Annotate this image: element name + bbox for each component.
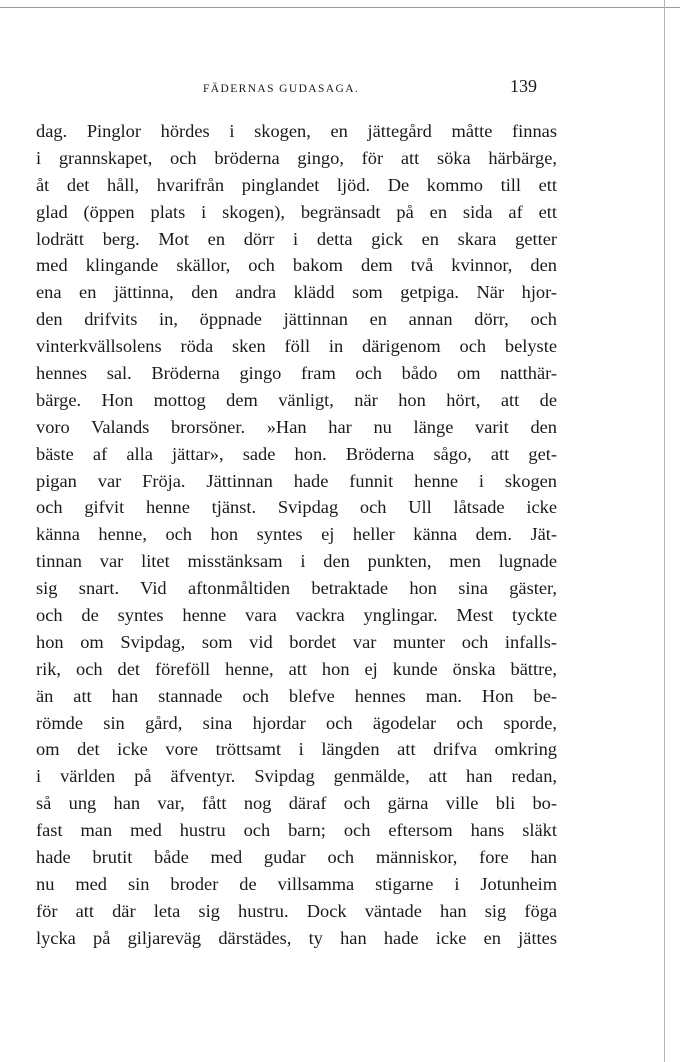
text-line: nu med sin broder de villsamma stigarne i Jotunheim <box>36 873 557 894</box>
text-line: bäste af alla jättar», sade hon. Bröderna sågo, att get- <box>36 443 557 464</box>
text-line: bärge. Hon mottog dem vänligt, när hon hört, att de <box>36 389 557 410</box>
text-line: åt det håll, hvarifrån pinglandet ljöd. De kommo till ett <box>36 174 557 195</box>
text-line: voro Valands brorsöner. »Han har nu länge varit den <box>36 416 557 437</box>
running-title: FÄDERNAS GUDASAGA. <box>203 83 360 95</box>
text-line: med klingande skällor, och bakom dem två kvinnor, den <box>36 255 557 276</box>
text-line: glad (öppen plats i skogen), begränsadt på en sida af ett <box>36 201 557 222</box>
text-line: och gifvit henne tjänst. Svipdag och Ull låtsade icke <box>36 497 557 518</box>
text-line: lodrätt berg. Mot en dörr i detta gick en skara getter <box>36 228 557 249</box>
text-line: än att han stannade och blefve hennes man. Hon be- <box>36 685 557 706</box>
text-line: den drifvits in, öppnade jättinnan en annan dörr, och <box>36 309 557 330</box>
text-line: römde sin gård, sina hjordar och ägodelar och sporde, <box>36 712 557 733</box>
text-line: tinnan var litet misstänksam i den punkten, men lugnade <box>36 551 557 572</box>
text-line: hade brutit både med gudar och människor, fore han <box>36 847 557 868</box>
text-line: ena en jättinna, den andra klädd som getpiga. När hjor- <box>36 282 557 303</box>
text-line: hon om Svipdag, som vid bordet var munter och infalls- <box>36 631 557 652</box>
text-line: lycka på giljareväg därstädes, ty han hade icke en jättes <box>36 927 557 948</box>
page-number: 139 <box>510 76 537 96</box>
body-text <box>36 118 557 952</box>
text-line: dag. Pinglor hördes i skogen, en jättegård måtte finnas <box>36 121 557 141</box>
text-line: så ung han var, fått nog däraf och gärna ville bli bo- <box>36 793 557 814</box>
scan-edge-top-line <box>0 7 680 8</box>
text-line: sig snart. Vid aftonmåltiden betraktade hon sina gäster, <box>36 578 557 599</box>
text-line: hennes sal. Bröderna gingo fram och bådo om natthär- <box>36 363 557 384</box>
text-line: om det icke vore tröttsamt i längden att drifva omkring <box>36 739 557 760</box>
text-line: i världen på äfventyr. Svipdag genmälde, att han redan, <box>36 766 557 787</box>
text-line: och de syntes henne vara vackra ynglingar. Mest tyckte <box>36 605 557 626</box>
text-line: pigan var Fröja. Jättinnan hade funnit henne i skogen <box>36 470 557 491</box>
scan-edge-right-line <box>664 0 665 1062</box>
text-line: känna henne, och hon syntes ej heller känna dem. Jät- <box>36 524 557 545</box>
text-line: i grannskapet, och bröderna gingo, för att söka härbärge, <box>36 147 557 168</box>
text-line: fast man med hustru och barn; och eftersom hans släkt <box>36 820 557 841</box>
text-line: för att där leta sig hustru. Dock väntade han sig föga <box>36 900 557 921</box>
text-line: vinterkvällsolens röda sken föll in därigenom och belyste <box>36 336 557 357</box>
text-line: rik, och det föreföll henne, att hon ej kunde önska bättre, <box>36 658 557 679</box>
